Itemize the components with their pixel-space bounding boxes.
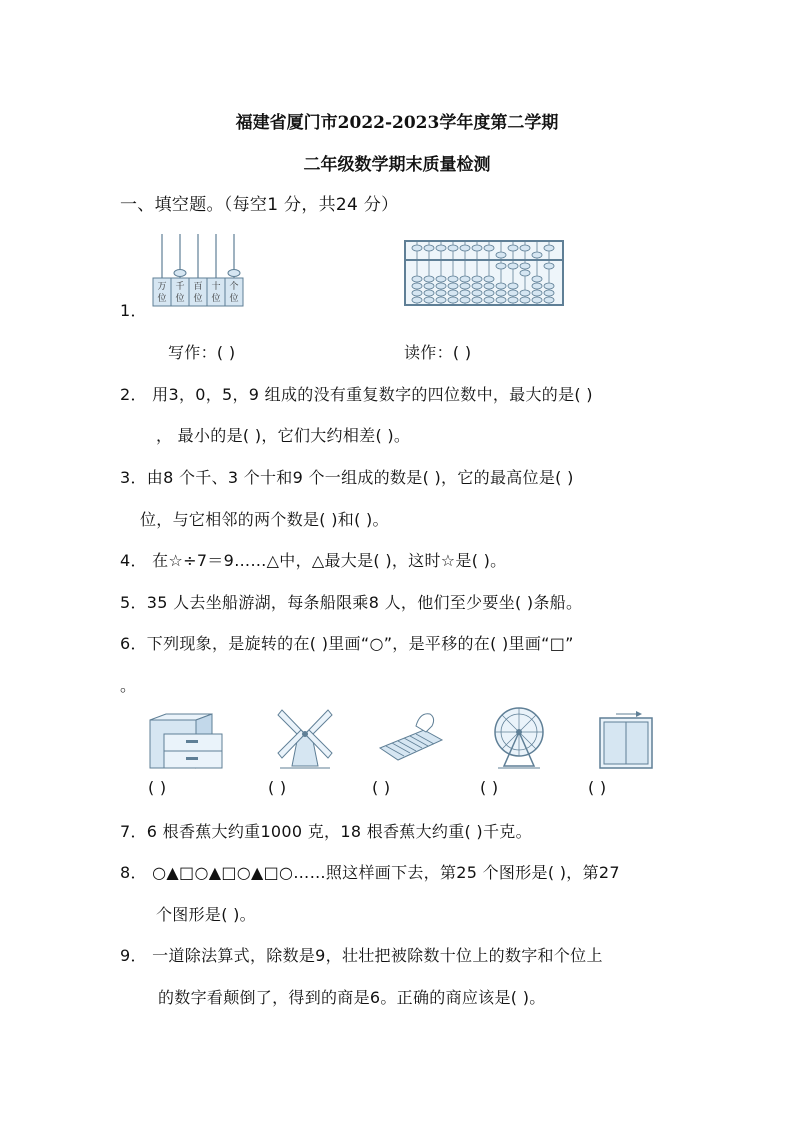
- ferris-wheel-icon: [486, 704, 552, 772]
- counter-label-shi: 十: [211, 282, 221, 292]
- q6-blank-2[interactable]: ( ): [268, 778, 287, 797]
- svg-text:位: 位: [211, 294, 221, 304]
- q6-line1: 6．下列现象，是旋转的在( )里画“○”，是平移的在( )里画“□”: [120, 634, 574, 653]
- q8-line1: 8． ○▲□○▲□○▲□○……照这样画下去，第25 个图形是( )，第27: [120, 863, 620, 882]
- q6-blank-4[interactable]: ( ): [480, 778, 499, 797]
- windmill-icon: [272, 706, 338, 772]
- q7-line: 7．6 根香蕉大约重1000 克，18 根香蕉大约重( )千克。: [120, 822, 532, 841]
- sliding-window-icon: [596, 710, 656, 772]
- svg-text:位: 位: [175, 294, 185, 304]
- counter-label-qian: 千: [175, 282, 185, 292]
- q8-line2: 个图形是( )。: [156, 905, 256, 924]
- q9-line1: 9． 一道除法算式，除数是9，壮壮把被除数十位上的数字和个位上: [120, 946, 603, 965]
- abacus-icon: [404, 240, 564, 306]
- q3-line2: 位，与它相邻的两个数是( )和( )。: [140, 510, 389, 529]
- abacus-hand-icon: [376, 708, 446, 770]
- q2-line2: ， 最小的是( )，它们大约相差( )。: [156, 426, 411, 445]
- document-title: 福建省厦门市2022-2023学年度第二学期: [235, 113, 559, 133]
- counter-label-bai: 百: [193, 282, 203, 292]
- counter-label-wan: 万: [157, 282, 167, 292]
- q4-line: 4． 在☆÷7＝9……△中，△最大是( )，这时☆是( )。: [120, 551, 507, 570]
- q5-line: 5．35 人去坐船游湖，每条船限乘8 人，他们至少要坐( )条船。: [120, 593, 583, 612]
- q1-read-blank[interactable]: 读作：( ): [404, 343, 472, 362]
- q6-line2: 。: [120, 676, 137, 695]
- drawer-chest-icon: [146, 712, 226, 772]
- document-subtitle: 二年级数学期末质量检测: [303, 155, 491, 175]
- q2-line1: 2． 用3，0，5，9 组成的没有重复数字的四位数中，最大的是( ): [120, 385, 593, 404]
- svg-text:位: 位: [193, 294, 203, 304]
- svg-text:位: 位: [157, 294, 167, 304]
- q6-blank-1[interactable]: ( ): [148, 778, 167, 797]
- q3-line1: 3．由8 个千、3 个十和9 个一组成的数是( )，它的最高位是( ): [120, 468, 574, 487]
- section-heading: 一、填空题。（每空1 分，共24 分）: [120, 195, 399, 215]
- q1-number: 1．: [120, 301, 147, 320]
- q6-blank-5[interactable]: ( ): [588, 778, 607, 797]
- counter-label-ge: 个: [229, 282, 239, 292]
- counting-frame-icon: [152, 228, 252, 308]
- q9-line2: 的数字看颠倒了，得到的商是6。正确的商应该是( )。: [158, 988, 546, 1007]
- svg-text:位: 位: [229, 294, 239, 304]
- q6-blank-3[interactable]: ( ): [372, 778, 391, 797]
- q1-write-blank[interactable]: 写作：( ): [168, 343, 236, 362]
